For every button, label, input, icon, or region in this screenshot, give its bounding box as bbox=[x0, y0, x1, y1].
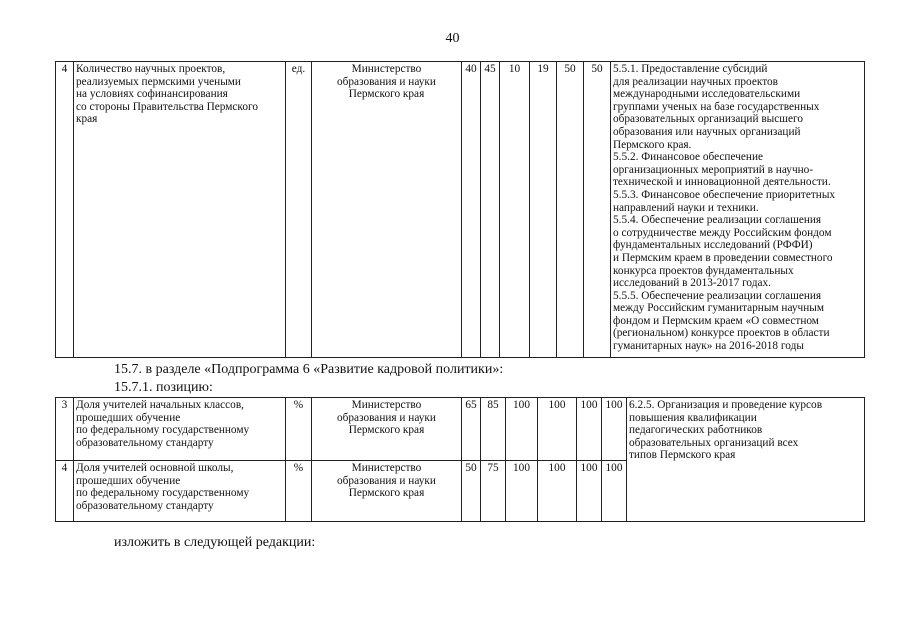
page-number: 40 bbox=[445, 31, 460, 46]
ministry-line: Министерство bbox=[351, 462, 422, 474]
measure-line: Пермского края. bbox=[613, 138, 692, 151]
measure-line: о сотрудничестве между Российским фондом bbox=[613, 226, 832, 239]
value-cell: 100 bbox=[602, 461, 627, 522]
measure-line: направлений науки и техники. bbox=[613, 201, 759, 214]
indicator-line: со стороны Правительства Пермского bbox=[76, 100, 258, 113]
measure-line: 6.2.5. Организация и проведение курсов bbox=[629, 399, 823, 411]
value-cell: 100 bbox=[538, 398, 577, 461]
measure-line: 5.5.5. Обеспечение реализации соглашения bbox=[613, 289, 822, 302]
value-cell: 100 bbox=[538, 461, 577, 522]
measure-line: 5.5.1. Предоставление субсидий bbox=[613, 63, 768, 75]
measure-line: 5.5.4. Обеспечение реализации соглашения bbox=[613, 214, 822, 227]
unit-cell: % bbox=[286, 398, 312, 461]
measure-line: образовательных организаций всех bbox=[629, 436, 799, 449]
measure-line: группами ученых на базе государственных bbox=[613, 100, 820, 113]
measures-cell bbox=[611, 62, 865, 358]
indicator-line: на условиях софинансирования bbox=[76, 88, 228, 101]
value-cell: 45 bbox=[481, 62, 500, 358]
value-cell: 100 bbox=[577, 461, 602, 522]
row-number: 4 bbox=[56, 62, 74, 358]
value-cell: 75 bbox=[481, 461, 506, 522]
unit-cell: % bbox=[286, 461, 312, 522]
ministry-line: Министерство bbox=[351, 399, 422, 411]
ministry-cell bbox=[312, 398, 462, 461]
indicator-line: Количество научных проектов, bbox=[76, 63, 226, 75]
measure-line: между Российским гуманитарным научным bbox=[613, 302, 825, 315]
measures-cell bbox=[627, 398, 865, 522]
measure-line: образования или научных организаций bbox=[613, 125, 801, 138]
ministry-line: Министерство bbox=[351, 63, 422, 75]
measure-line: технической и инновационной деятельности. bbox=[613, 176, 831, 189]
measure-line: 5.5.3. Финансовое обеспечение приоритетных bbox=[613, 188, 836, 201]
row-number: 3 bbox=[56, 398, 74, 461]
measure-line: фондом и Пермским краем «О совместном bbox=[613, 314, 819, 327]
ministry-line: Пермского края bbox=[348, 424, 425, 437]
table-subprogram-science bbox=[55, 61, 865, 358]
indicator-line: прошедших обучение bbox=[76, 474, 181, 487]
value-cell: 85 bbox=[481, 398, 506, 461]
position-paragraph: 15.7.1. позицию: bbox=[114, 380, 213, 395]
value-cell: 100 bbox=[506, 461, 538, 522]
measure-line: фундаментальных исследований (РФФИ) bbox=[613, 239, 813, 252]
value-cell: 100 bbox=[577, 398, 602, 461]
measure-line: и Пермским краем в проведении совместного bbox=[613, 251, 833, 264]
indicator-line: Доля учителей основной школы, bbox=[76, 462, 234, 474]
table-row bbox=[56, 398, 865, 461]
row-number: 4 bbox=[56, 461, 74, 522]
value-cell: 10 bbox=[500, 62, 530, 358]
measure-line: образовательных организаций высшего bbox=[613, 113, 803, 126]
ministry-line: образования и науки bbox=[337, 75, 436, 88]
measure-line: конкурса проектов фундаментальных bbox=[613, 264, 794, 277]
measure-line: педагогических работников bbox=[629, 424, 763, 437]
ministry-line: образования и науки bbox=[337, 411, 436, 424]
measure-line: организационных мероприятий в научно- bbox=[613, 163, 814, 176]
value-cell: 100 bbox=[602, 398, 627, 461]
indicator-line: реализуемых пермскими учеными bbox=[76, 75, 241, 88]
measure-line: международными исследовательскими bbox=[613, 88, 801, 101]
measure-line: исследований в 2013-2017 годах. bbox=[613, 277, 771, 290]
indicator-cell bbox=[74, 62, 286, 358]
closing-paragraph: изложить в следующей редакции: bbox=[114, 535, 316, 550]
indicator-line: по федеральному государственному bbox=[76, 424, 250, 437]
ministry-line: Пермского края bbox=[348, 487, 425, 500]
indicator-cell bbox=[74, 398, 286, 461]
value-cell: 50 bbox=[462, 461, 481, 522]
measure-line: повышения квалификации bbox=[629, 411, 757, 424]
value-cell: 65 bbox=[462, 398, 481, 461]
value-cell: 100 bbox=[506, 398, 538, 461]
section-paragraph: 15.7. в разделе «Подпрограмма 6 «Развитие кадровой политики»: bbox=[114, 362, 504, 377]
value-cell: 40 bbox=[462, 62, 481, 358]
measure-line: 5.5.2. Финансовое обеспечение bbox=[613, 151, 763, 164]
table-subprogram-personnel bbox=[55, 397, 865, 522]
ministry-cell bbox=[312, 62, 462, 358]
value-cell: 50 bbox=[584, 62, 611, 358]
ministry-line: Пермского края bbox=[348, 88, 425, 101]
indicator-line: края bbox=[76, 113, 98, 126]
measure-line: (региональном) конкурсе проектов в области bbox=[613, 327, 830, 340]
indicator-line: образовательному стандарту bbox=[76, 499, 214, 512]
unit-cell: ед. bbox=[286, 62, 312, 358]
indicator-line: Доля учителей начальных классов, bbox=[76, 399, 244, 411]
value-cell: 50 bbox=[557, 62, 584, 358]
indicator-line: образовательному стандарту bbox=[76, 436, 214, 449]
measure-line: для реализации научных проектов bbox=[613, 75, 778, 88]
indicator-line: по федеральному государственному bbox=[76, 487, 250, 500]
indicator-line: прошедших обучение bbox=[76, 411, 181, 424]
value-cell: 19 bbox=[530, 62, 557, 358]
indicator-cell bbox=[74, 461, 286, 522]
measure-line: гуманитарных наук» на 2016-2018 годы bbox=[613, 340, 804, 353]
ministry-line: образования и науки bbox=[337, 474, 436, 487]
table-row bbox=[56, 62, 865, 358]
measure-line: типов Пермского края bbox=[629, 449, 736, 462]
ministry-cell bbox=[312, 461, 462, 522]
